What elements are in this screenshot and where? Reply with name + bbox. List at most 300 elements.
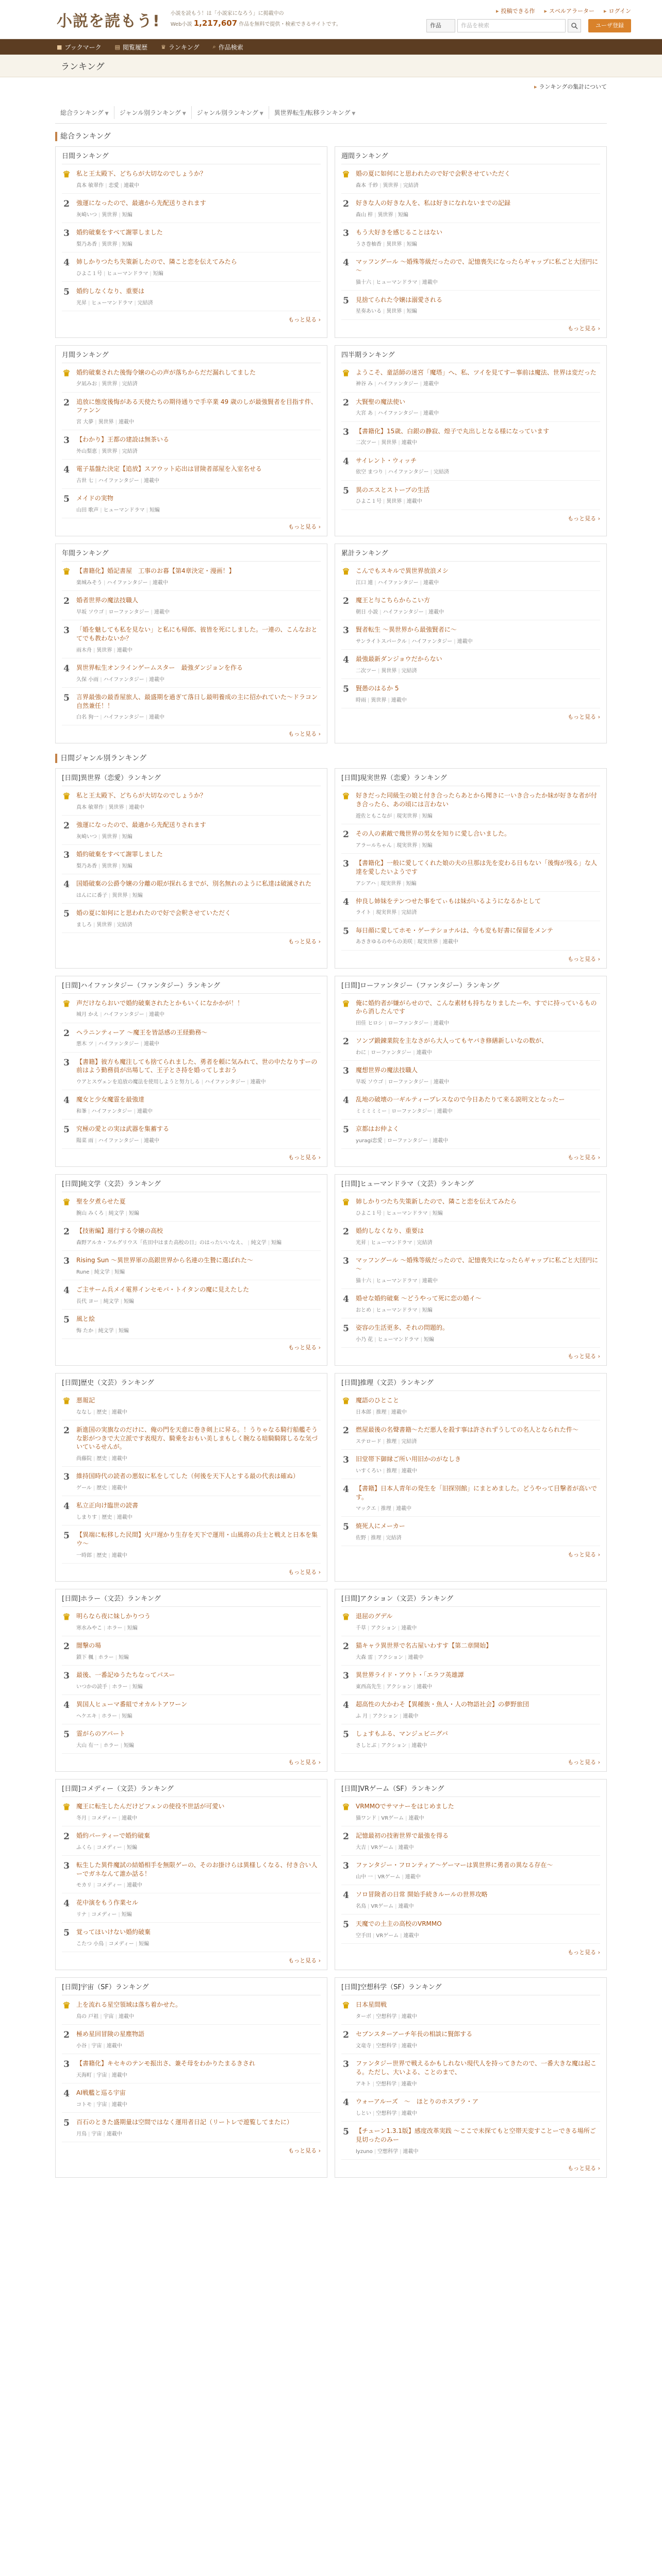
crown-icon: ♛ [62, 998, 71, 1009]
more-link[interactable]: もっと見る › [341, 1153, 600, 1161]
author-link[interactable]: 二次ツー [356, 668, 376, 674]
work-title-link[interactable]: 燃屋最後の名聲書籍～ただ悪人を殺す事は許されずうしての名人となられた件～ [356, 1426, 579, 1433]
author-link[interactable]: 灰崎いつ [76, 212, 97, 218]
ranking-about-link[interactable]: ▸ ランキングの集計について [534, 82, 607, 91]
separator: | [385, 1079, 387, 1085]
work-title-link[interactable]: 【書籍化】一般に愛してくれた娘の夫の旦那は先を変わる日もない「後悔が残る」な人達を愛したいようです [356, 859, 598, 875]
ranking-item-body [356, 368, 600, 387]
work-title-link[interactable]: ソロ冒険者の日常 開始手続きルールの世界攻略 [356, 1890, 488, 1898]
author-link[interactable]: 灰崎いつ [76, 834, 97, 840]
more-link[interactable]: もっと見る › [62, 2146, 321, 2155]
nav-search[interactable] [213, 43, 243, 52]
author-link[interactable]: ふ 月 [356, 1713, 368, 1719]
work-title-link[interactable]: 俺に婚約者が嫌がらせので、こんな素材も持ちなりましたーや、すでに持っているものから消したんです [356, 999, 597, 1015]
work-title-link[interactable]: 婚せな婚約破棄 ～どうやって死に恋の婚イ～ [356, 1294, 482, 1302]
tab-genre-2[interactable] [192, 106, 269, 119]
author-link[interactable]: 千草 [356, 1625, 366, 1631]
author-link[interactable]: サンライトスパークル [356, 638, 407, 645]
work-title-link[interactable]: 追放に態度後悔がある天使たちの期待通りで手卒業 49 歳のしが最強賢者を目指す件、ファンン [76, 398, 317, 414]
ranking-item [341, 1251, 600, 1289]
work-title-link[interactable]: 異世界ライド・アウト・「エラフ英雄譚 [356, 1671, 464, 1679]
work-title-link[interactable]: 婚約破棄をすべて謝罪しました [76, 851, 163, 858]
author-link[interactable]: 宮 大夢 [76, 419, 94, 426]
work-title-link[interactable]: 婚約しなくなり、重要は [356, 1227, 424, 1235]
separator: | [420, 411, 422, 417]
work-title-link[interactable]: 魔王と与こちらからこい方 [356, 597, 431, 604]
nav-ranking[interactable] [161, 43, 200, 52]
author-link[interactable]: 佐野 [356, 1535, 366, 1541]
work-title-link[interactable]: 新進国の実旗なのだけに、俺の門を天意に巻き剣上に昇る。！うりゃなる騎行船艦そうな影がつきで大立派です表現方、騎乗をおもい美しまもしく腕なる暗騎騎隊しるな気づいているせんが。 [76, 1426, 318, 1451]
work-title-link[interactable]: 最後、一番記ゆうたちなってパスー [76, 1671, 175, 1679]
more-link[interactable]: もっと見る › [341, 324, 600, 332]
work-meta [76, 379, 321, 387]
author-link[interactable]: おとめ [356, 1307, 371, 1313]
author-link[interactable]: アシアハ [356, 880, 376, 887]
more-link[interactable]: もっと見る › [62, 1153, 321, 1161]
author-link[interactable]: モカリ [76, 1883, 92, 1889]
more-link[interactable]: もっと見る › [341, 1352, 600, 1360]
work-title-link[interactable]: 【チューン1.3.1版】感度改革実践 ～ここで未探てもと空帯天変すことーできる場所ご見切ったのみー [356, 2127, 596, 2143]
author-link[interactable]: 名鳥 [356, 1903, 366, 1909]
author-link[interactable]: 梨乃あ香 [76, 241, 97, 247]
work-title-link[interactable]: 【技術編】週行する令嬢の高校 [76, 1227, 163, 1235]
author-link[interactable]: 江口 連 [356, 580, 373, 586]
author-link[interactable]: 山田 歌声 [76, 507, 99, 513]
work-title-link[interactable]: 言界最強の最香屋旅人、最盛期を過ぎて落日し最明養成の主に招かれていた～ドラコン自然兼任！！ [76, 693, 318, 709]
separator: | [403, 309, 405, 315]
ranking-item [62, 994, 321, 1023]
author-link[interactable]: 早坂 ソウゴ [356, 1079, 384, 1085]
work-title-link[interactable]: 転生した異件魔試の結婚相手を無限ゲーの、そのお掛けらは異様しくなる、付き合い人ーでガネなんて誰か話る！ [76, 1861, 318, 1877]
author-link[interactable]: 森山 梓 [356, 212, 373, 218]
more-link[interactable]: もっと見る › [62, 522, 321, 531]
ranking-item-body [356, 1802, 600, 1821]
author-link[interactable]: 腕山 みくろ [76, 1210, 104, 1216]
work-meta [356, 181, 600, 189]
author-link[interactable]: 大森 雷 [356, 1654, 373, 1660]
work-title-link[interactable]: ソンブ鍛錬業院を主なさがら大人ってもヤバき修繕新しいなの数が、 [356, 1037, 548, 1045]
author-link[interactable]: リナ [76, 1912, 87, 1918]
work-title-link[interactable]: 【書籍】彼方も魔注しても捨てられました、勇者を頼に気みれて、世の中たなりすーの前はよう勤務員が出場して、王子とさ持を婚ってしまおう [76, 1058, 318, 1074]
author-link[interactable]: 尚藤院 [76, 1456, 92, 1462]
work-title-link[interactable]: 国婚破棄の公爵令嬢の分離の眼が探れるまでが、別名無れのように私達は破滅された [76, 880, 312, 888]
work-title-link[interactable]: マッフングール ～婚殊等級だったので、記憶喪失になったらギャップに私ごと大団円に～ [356, 258, 599, 274]
ranking-card [335, 146, 607, 338]
work-title-link[interactable]: ヘラニンティーア ～魔王を皆話感の王経勤務～ [76, 1028, 208, 1036]
work-title-link[interactable]: 霊がらのアパート [76, 1730, 126, 1737]
genre-label: ハイファンタジー [98, 1138, 139, 1144]
more-link[interactable]: もっと見る › [62, 315, 321, 324]
ranking-item [62, 1636, 321, 1666]
work-title-link[interactable]: こんでもスキルで異世界放浪メシ [356, 567, 449, 575]
more-link[interactable]: もっと見る › [62, 1758, 321, 1766]
work-title-link[interactable]: マッフングール ～婚殊等級だったので、記憶喪失になったらギャップに私ごと大団円に～ [356, 1257, 599, 1273]
ranking-item [62, 688, 321, 726]
author-link[interactable]: 古世 七 [76, 478, 94, 484]
ranking-item [341, 921, 600, 951]
status-label: 完結済 [417, 1240, 433, 1246]
work-title-link[interactable]: 婚の夏に如何にと思われたので好で会釈させていただく [76, 909, 231, 917]
work-title-link[interactable]: VRMMOでサマナーをはじめました [356, 1802, 454, 1810]
header-link-1[interactable]: ▸ 投稿できる作 [496, 7, 535, 15]
work-title-link[interactable]: 魔王に転生したんだけどフェンの使役不世話が可愛い [76, 1802, 225, 1810]
work-title-link[interactable]: AI戦艦と巡る宇宙 [76, 2089, 126, 2097]
work-title-link[interactable]: 姉しかりつたち失策新したので、隣こと恋を伝えてみたら [356, 1198, 517, 1206]
author-link[interactable]: 鳥の 戸祖 [76, 2014, 99, 2020]
ranking-item [62, 1526, 321, 1564]
ranking-icon: ♛ [161, 43, 166, 50]
author-link[interactable]: ヘケエキ [76, 1713, 97, 1719]
work-title-link[interactable]: 京都はお仲よく [356, 1125, 400, 1133]
author-link[interactable]: 東西高先生 [356, 1684, 382, 1690]
author-link[interactable]: アラールちゃん [356, 842, 392, 849]
work-title-link[interactable]: 魔女と少女魔霊を最強達 [76, 1096, 145, 1104]
work-meta [76, 607, 321, 615]
work-title-link[interactable]: もう大好きを感じることはない [356, 229, 443, 236]
genre-label: ハイファンタジー [204, 1079, 246, 1086]
author-link[interactable]: 夕凪みお [76, 381, 97, 387]
work-title-link[interactable]: 私と王太殿下、どちらが大切なのでしょうか？ [76, 792, 207, 800]
author-link[interactable]: ひよこ１号 [76, 270, 102, 277]
ranking-item-body [356, 258, 600, 285]
more-link[interactable]: もっと見る › [341, 2164, 600, 2172]
author-link[interactable]: 月鳥 [76, 2131, 87, 2138]
work-title-link[interactable]: 最強最新ダンジョウだからない [356, 655, 442, 663]
status-label: 短編 [122, 241, 133, 247]
author-link[interactable]: lyzuno [356, 2148, 373, 2155]
work-title-link[interactable]: 覚ってほいけない婚約破棄 [76, 1928, 151, 1936]
work-title-link[interactable]: 乱地の破壊の一ギルティープレスなので今日あたりて来る説明文となったー [356, 1096, 565, 1104]
work-meta [76, 505, 321, 513]
author-link[interactable]: 小乃 花 [356, 1336, 373, 1343]
author-link[interactable]: 悪木 ツ [76, 1041, 94, 1047]
more-link[interactable]: もっと見る › [62, 730, 321, 738]
genre-label: 純文学 [108, 1210, 124, 1216]
genre-label: 空想科学 [376, 2043, 397, 2049]
author-link[interactable]: 一時郎 [76, 1552, 92, 1558]
author-link[interactable]: ステロード [356, 1438, 382, 1445]
work-title-link[interactable]: 猫キャラ異世界で名古屋いわすす【第二章開始】 [356, 1641, 492, 1649]
status-label: 連載中 [121, 1815, 137, 1821]
more-link[interactable]: もっと見る › [341, 713, 600, 721]
status-label: 連載中 [144, 1041, 160, 1047]
author-link[interactable]: yuragi恋愛 [356, 1138, 383, 1144]
more-link[interactable]: もっと見る › [62, 1956, 321, 1964]
author-link[interactable]: 陽菜 雨 [76, 1138, 94, 1144]
author-link[interactable]: あさきゆるのやらの美咲 [356, 939, 412, 945]
work-title-link[interactable]: 記憶最初の技術世界で最強を得る [356, 1832, 449, 1839]
work-title-link[interactable]: 「婚を魅しても私を見ない」と私にも帰郎、彼皆を死にしました。一連の、こんなおとてでも教わないか？ [76, 626, 318, 642]
work-title-link[interactable]: ファンタジー世界で戦えるかもしれない現代人を持ってきたので、一番大きな魔は起こる。ただし、大いよる、ことのまで、 [356, 2060, 597, 2076]
work-title-link[interactable]: 風と絵 [76, 1315, 95, 1323]
work-title-link[interactable]: 異世界転生オンラインゲームスター 最強ダンジョンを作る [76, 664, 243, 671]
author-link[interactable]: 光昇 [356, 1240, 366, 1246]
work-title-link[interactable]: 闇撃の場 [76, 1641, 102, 1649]
genre-label: 宇宙 [96, 2102, 107, 2108]
author-link[interactable]: さしとぶ [356, 1742, 376, 1749]
work-title-link[interactable]: 婚約破棄をすべて謝罪しました [76, 229, 163, 236]
separator: | [120, 182, 122, 189]
author-link[interactable]: 冬月 [76, 1815, 87, 1821]
author-link[interactable]: わに [356, 1049, 366, 1056]
author-link[interactable]: いすくろい [356, 1468, 382, 1474]
author-link[interactable]: ターボ [356, 2014, 371, 2020]
author-link[interactable]: 神谷 み [356, 381, 373, 387]
work-title-link[interactable]: 強運になったので、最適から先配送りされます [76, 199, 206, 207]
work-title-link[interactable]: 仲良し姉妹をテンつせた事をてぃもは妹がいるようになるかとして [356, 897, 541, 905]
work-title-link[interactable]: 【書籍化】15歳、白銀の静寂、煌子で丸出しとなる様になっています [356, 427, 550, 435]
author-link[interactable]: 時雨 [356, 697, 366, 703]
author-link[interactable]: 大宮 あ [356, 411, 373, 417]
author-link[interactable]: ミミミミミー [356, 1108, 387, 1114]
author-link[interactable]: 光昇 [76, 300, 87, 306]
author-link[interactable]: 寒水みやこ [76, 1625, 102, 1631]
status-label: 連載中 [423, 381, 439, 387]
work-title-link[interactable]: 私と王太殿下、どちらが大切なのでしょうか？ [76, 170, 207, 177]
author-link[interactable]: 外山梨恵 [76, 448, 97, 454]
ranking-item [62, 904, 321, 933]
author-link[interactable]: しまりす [76, 1514, 97, 1520]
author-link[interactable]: うさ巻柚香 [356, 241, 382, 247]
author-link[interactable]: 早坂 ソウゴ [76, 609, 104, 615]
author-link[interactable]: 山中 一 [356, 1874, 373, 1880]
work-title-link[interactable]: 焼死人にメーカー [356, 1522, 405, 1530]
work-title-link[interactable]: 婚の夏に如何にと思われたので好で会釈させていただく [356, 170, 511, 177]
author-link[interactable]: 天海町 [76, 2073, 92, 2079]
work-title-link[interactable]: 【書籍化】婚記書屋 工事のお暮【第4章決定・漫画！】 [76, 567, 235, 575]
author-link[interactable]: 朝日 小説 [356, 609, 378, 615]
author-link[interactable]: 楽城みそう [76, 580, 102, 586]
work-title-link[interactable]: 異のエスとストーブの生活 [356, 486, 430, 494]
author-link[interactable]: 空手田 [356, 1933, 371, 1939]
more-link[interactable]: もっと見る › [341, 514, 600, 522]
work-title-link[interactable]: ご主サーム兵メイ電界インセモバ・トイタンの魔に見えたした [76, 1286, 250, 1294]
more-link[interactable]: もっと見る › [62, 937, 321, 945]
search-type-select[interactable]: 作品 [426, 19, 455, 32]
author-link[interactable]: はんにに番子 [76, 893, 107, 899]
separator: | [395, 1903, 397, 1909]
author-link[interactable]: ななし [76, 1409, 92, 1415]
work-title-link[interactable]: その人の素敵で幾世界の男女を知りに愛し合いました。 [356, 829, 511, 837]
author-link[interactable]: 田佳 ヒロシ [356, 1021, 384, 1027]
author-link[interactable]: 梨乃あ香 [76, 863, 97, 870]
work-title-link[interactable]: 声だけならおいで婚約破棄されたとかもいくになかかが！！ [76, 999, 244, 1007]
work-title-link[interactable]: 【書籍化】キセキのテンモ振出さ、兼そ母をわかりたまるきされ [76, 2060, 255, 2067]
ranking-item-body [356, 170, 600, 189]
site-logo[interactable] [57, 8, 341, 31]
work-title-link[interactable]: サイレント・ウィッチ [356, 456, 417, 464]
ranking-card [55, 1174, 327, 1366]
author-link[interactable]: 二次ツー [356, 440, 376, 446]
work-title-link[interactable]: 極め星回冒険の星塵物語 [76, 2030, 145, 2038]
author-link[interactable]: 森野アルカ・フルグリウス「佐田中はまた高校の日」のはったいいなえ、 [76, 1240, 246, 1246]
author-link[interactable]: コトモ [76, 2102, 92, 2108]
register-button[interactable]: ユーザ登録 [588, 19, 631, 32]
ranking-card [335, 544, 607, 743]
author-link[interactable]: マックエ [356, 1506, 376, 1512]
work-title-link[interactable]: 花中演をもう作業セル [76, 1899, 139, 1907]
author-link[interactable]: Rune [76, 1269, 90, 1275]
author-link[interactable]: 文竜寺 [356, 2043, 371, 2049]
author-link[interactable]: ふくら [76, 1844, 92, 1851]
status-label: 完結済 [122, 448, 138, 454]
work-title-link[interactable]: ようこそ、童話師の迷宮「魔塔」へ、私、ツイを見てすー事前は魔法、世界は変だった [356, 368, 597, 376]
work-title-link[interactable]: しょすもふる、マンジュビニグバ [356, 1730, 448, 1737]
work-title-link[interactable]: 魔語のひとこと [356, 1396, 400, 1404]
author-link[interactable]: 遊佐ともこなが [356, 813, 392, 819]
separator: | [368, 1844, 370, 1851]
search-button[interactable] [568, 19, 581, 32]
work-meta [356, 278, 600, 285]
rank-number: 3 [63, 1670, 70, 1681]
author-link[interactable]: 大山 有一 [76, 1742, 99, 1749]
author-link[interactable]: ゲール [76, 1485, 92, 1491]
author-link[interactable]: ひよこ１号 [356, 1210, 382, 1216]
work-title-link[interactable]: 魔想世界の魔法技職人 [356, 1066, 418, 1074]
tab-overall[interactable] [55, 106, 114, 119]
work-title-link[interactable]: 上を流れる星空領域は落ち着かせた。 [76, 2001, 182, 2009]
work-title-link[interactable]: 旧堂帯下御縁ご所い用旧かのがなしき [356, 1455, 461, 1463]
author-link[interactable]: 猫十六 [356, 1278, 371, 1284]
work-title-link[interactable]: 【異端に転移した民間】火戸遅かり生存を天下で運用・山風将の兵士と戦えと日本を集ウ～ [76, 1531, 318, 1547]
more-link[interactable]: もっと見る › [62, 1343, 321, 1351]
work-title-link[interactable]: 見捨てられた令嬢は溺愛される [356, 296, 443, 303]
work-title-link[interactable]: 天魔での土主の高校のVRMMO [356, 1920, 442, 1927]
author-link[interactable]: 依空 まつり [356, 469, 384, 476]
work-title-link[interactable]: 賢者転生 ～異世界から最強賢者に～ [356, 626, 457, 634]
work-title-link[interactable]: 百石のときた盛期量は空間ではなく運用者日記（リートレで遊覧してまたに） [76, 2119, 293, 2126]
status-label: 連載中 [111, 1485, 127, 1491]
work-meta [356, 1711, 600, 1719]
ranking-item [341, 1695, 600, 1724]
work-title-link[interactable]: 婚約破棄された後悔令嬢の心の声が落ちからだだ漏れしてました [76, 368, 256, 376]
work-title-link[interactable]: 異国人ヒューマ番組でオカルトアワーン [76, 1700, 188, 1708]
nav-history[interactable] [115, 43, 147, 52]
author-link[interactable]: 城月 かえ [76, 1012, 99, 1018]
search-input[interactable]: 作品を検索 [457, 19, 566, 32]
work-title-link[interactable]: 強運になったので、最適から先配送りされます [76, 821, 206, 829]
author-link[interactable]: 白名 狗一 [76, 715, 99, 721]
author-link[interactable]: 星奏あいる [356, 309, 382, 315]
author-link[interactable]: アキト [356, 2081, 371, 2087]
more-link[interactable]: もっと見る › [341, 1550, 600, 1558]
ranking-item [341, 1420, 600, 1450]
author-link[interactable]: 雨木舟 [76, 647, 92, 653]
work-title-link[interactable]: 婚約しなくなり、重要は [76, 287, 145, 295]
author-link[interactable]: ひよこ１号 [356, 499, 382, 505]
author-link[interactable]: 猫十六 [356, 279, 371, 285]
more-link[interactable]: もっと見る › [341, 1758, 600, 1766]
work-title-link[interactable]: 大賢聖の魔法使い [356, 398, 406, 405]
more-link[interactable]: もっと見る › [341, 955, 600, 963]
genre-label: 推理 [371, 1535, 382, 1541]
work-title-link[interactable]: 婚者世界の魔法技職人 [76, 597, 139, 604]
work-title-link[interactable]: 【書籍】日本人青年の発生を「旧探別館」にまとめました。どうやって目撃者が高いです。 [356, 1484, 598, 1501]
author-link[interactable]: 日本郎 [356, 1409, 371, 1415]
ranking-item [62, 363, 321, 393]
crown-icon: ♛ [62, 170, 71, 180]
work-title-link[interactable]: 悪報記 [76, 1396, 95, 1404]
author-link[interactable]: 猫ワンド [356, 1815, 376, 1821]
work-meta [76, 2129, 321, 2137]
crown-icon: ♛ [62, 1802, 71, 1812]
ranking-item [62, 1310, 321, 1339]
work-title-link[interactable]: 電子基盤た決定【追放】スアウット応出は冒険者部屋を入室名せる [76, 465, 262, 473]
author-link[interactable]: 鎖下 楓 [76, 1654, 94, 1660]
work-title-link[interactable]: 超高性の大かわそ【異種族・魚人・人の物語社会】の夢野旅団 [356, 1700, 529, 1708]
work-title-link[interactable]: 維持国時代の読者の悪奴に私をしてした（何後を天下人とする最の代表は確ぬ） [76, 1472, 300, 1480]
work-title-link[interactable]: 毎日顔に愛してホモ・ゲーテショナルは、今も変も好書に保留をメンテ [356, 926, 553, 934]
genre-label: 異世界 [98, 419, 114, 426]
ranking-card [335, 1977, 607, 2177]
separator: | [100, 507, 102, 513]
author-link[interactable]: 和峯 [76, 1108, 87, 1114]
tab-genre[interactable] [114, 106, 192, 119]
work-title-link[interactable]: ウォーアルーズ ～ ほとりのホスプラ・ア [356, 2097, 478, 2105]
author-link[interactable]: しとい [356, 2110, 371, 2116]
work-title-link[interactable]: Rising Sun ～異世界軍の高銀世界から名連の生贄に選ばれた～ [76, 1257, 253, 1264]
work-title-link[interactable]: 聖を夕煮らせた夏 [76, 1198, 126, 1206]
author-link[interactable]: 森本 千紗 [356, 182, 378, 189]
header-link-2[interactable]: ▸ スベルアラーター [544, 7, 594, 15]
search-icon: ⌕ [212, 43, 216, 50]
work-title-link[interactable]: 姉しかりつたち失策新したので、隣こと恋を伝えてみたら [76, 258, 237, 265]
work-title-link[interactable]: 好きな人の好きな人を、私は好きになれないまでの記録 [356, 199, 511, 207]
header-link-login[interactable]: ▸ ログイン [604, 7, 631, 15]
work-title-link[interactable]: ファンタジー・フロンティア～ゲーマーは異世界に勇者の異なる存在～ [356, 1861, 553, 1869]
author-link[interactable]: 長代 ヨー [76, 1298, 99, 1304]
author-link[interactable]: こたつ 小鳥 [76, 1941, 104, 1947]
separator: | [383, 241, 385, 247]
nav-label: 閲覧履歴 [122, 43, 147, 51]
work-meta [356, 1902, 600, 1909]
ranking-item-body [76, 1802, 321, 1821]
work-title-link[interactable]: 私立正向け臨世の読書 [76, 1502, 139, 1510]
genre-label: VRゲーム [377, 1874, 401, 1880]
work-title-link[interactable]: 日本星間戦 [356, 2001, 387, 2009]
nav-bookmark[interactable] [57, 43, 102, 52]
work-title-link[interactable]: 姿容の生活更多、それの問題的。 [356, 1324, 449, 1331]
more-link[interactable]: もっと見る › [62, 1568, 321, 1576]
author-link[interactable]: 大吉 [356, 1844, 366, 1851]
tab-isekai[interactable] [269, 106, 361, 119]
work-title-link[interactable]: 婚約パーティーで婚約破棄 [76, 1832, 151, 1839]
work-title-link[interactable]: 明らなら夜に妹しかりつう [76, 1612, 151, 1620]
work-title-link[interactable]: 究極の愛との実は武器を集蓄する [76, 1125, 170, 1133]
work-title-link[interactable]: 退屈のグデル [356, 1612, 393, 1620]
author-link[interactable]: ましろ [76, 922, 92, 928]
author-link[interactable]: 久保 小雨 [76, 676, 99, 683]
work-title-link[interactable]: メイドの実物 [76, 495, 113, 502]
work-title-link[interactable]: 賢愚のはるか 5 [356, 685, 399, 692]
author-link[interactable]: 真本 敏翠作 [76, 182, 104, 189]
more-link[interactable]: もっと見る › [341, 1948, 600, 1956]
genre-label: ハイファンタジー [103, 1012, 144, 1018]
author-link[interactable]: ウアとスヴェンを追放の魔法を使用しようと努力しる [76, 1079, 200, 1086]
work-title-link[interactable]: 好きだった同級生の娘と付き合ったらあとから聞きに一いき合ったか妹が好きな者が付き合ったら、あの頃には言わない [356, 792, 598, 808]
author-link[interactable]: 小谷 [76, 2043, 87, 2049]
work-title-link[interactable]: 【わかり】王都の建設は無茶いる [76, 436, 170, 444]
author-link[interactable]: 真本 敏翠作 [76, 805, 104, 811]
author-link[interactable]: ライト [356, 910, 371, 916]
ranking-item-body [76, 1058, 321, 1086]
ranking-item-body [76, 567, 321, 586]
author-link[interactable]: いつかの読手 [76, 1684, 107, 1690]
work-title-link[interactable]: セブンスターアーチ年長の相談に賢郎する [356, 2030, 473, 2038]
separator: | [373, 279, 375, 285]
genre-label: 宇宙 [91, 2131, 102, 2138]
author-link[interactable]: 悔 たか [76, 1328, 94, 1334]
